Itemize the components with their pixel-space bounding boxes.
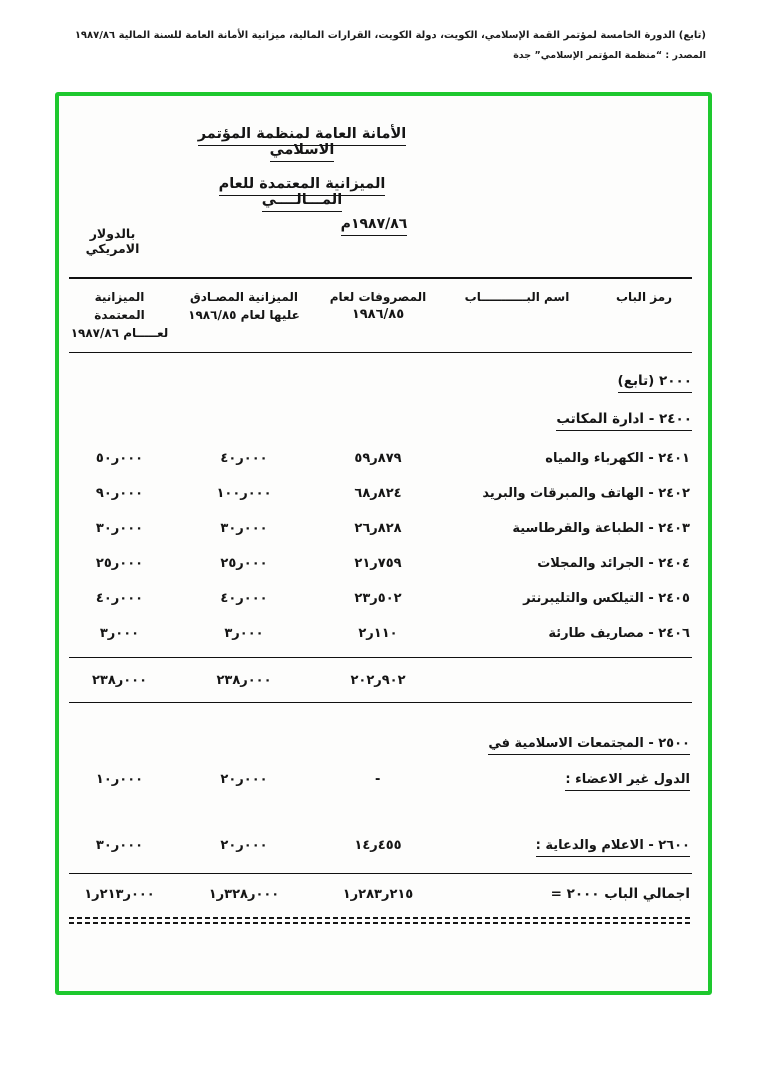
table-row-2406 — [69, 616, 692, 651]
section-2500-line1 — [69, 725, 692, 761]
table-row-2405 — [69, 581, 692, 616]
col-header-expenditures: المصروفات لعام ١٩٨٦/٨٥ — [329, 290, 427, 322]
section-2000-continued: ٢٠٠٠ (تابع) — [69, 373, 692, 395]
subtotal-approved: ٢٣٨ر٠٠٠ — [216, 672, 272, 688]
col-header-chapter-code: رمز الباب — [615, 290, 673, 304]
row-approved: ٢٥ر٠٠٠ — [220, 556, 268, 571]
row-budget: ٤٠ر٠٠٠ — [95, 591, 144, 606]
row-expenditure: ٦٨ر٨٢٤ — [354, 486, 402, 501]
budget-table — [69, 277, 692, 927]
row-expenditure: ٥٩ر٨٧٩ — [354, 451, 402, 466]
document-title-organization: الأمانة العامة لمنظمة المؤتمر الاسلامي — [187, 126, 417, 158]
row-approved: ٣٠ر٠٠٠ — [220, 521, 268, 536]
currency-note: بالدولار الامريكي — [85, 226, 140, 256]
row-approved: ١٠٠ر٠٠٠ — [216, 486, 272, 501]
grand-total-label: اجمالي الباب ٢٠٠٠ = — [550, 886, 690, 902]
grand-total-row-2000 — [69, 873, 692, 914]
row-budget: ٥٠ر٠٠٠ — [95, 451, 144, 466]
row-label: ٢٤٠١ - الكهرباء والمياه — [545, 451, 690, 466]
section-2500-line2 — [69, 761, 692, 797]
subtotal-expenditure: ٢٠٢ر٩٠٢ — [350, 672, 406, 688]
table-header-row — [69, 277, 692, 353]
subtotal-row-2400 — [69, 657, 692, 703]
source-citation-line1: (تابع) الدورة الخامسة لمؤتمر القمة الإسلامي، الكويت، دولة الكويت، القرارات المالية، ميزانية الأمانة العامة للسنة المالية ١٩٨٧/٨٦ — [74, 30, 706, 41]
table-row-2403 — [69, 511, 692, 546]
row-budget: ٣٠ر٠٠٠ — [95, 521, 144, 536]
row-expenditure: ٢٦ر٨٢٨ — [354, 521, 402, 536]
row-label: الدول غير الاعضاء : — [438, 772, 692, 787]
col-header-chapter-name: اسم البـــــــــــاب — [464, 290, 570, 304]
row-budget: ١٠ر٠٠٠ — [95, 771, 144, 787]
row-label: ٢٥٠٠ - المجتمعات الاسلامية في — [438, 736, 692, 751]
source-citation — [20, 26, 706, 65]
row-budget: ٢٥ر٠٠٠ — [95, 556, 144, 571]
grand-total-approved: ١ر٣٢٨ر٠٠٠ — [208, 886, 280, 902]
row-expenditure: ٢١ر٧٥٩ — [354, 556, 402, 571]
double-rule-bottom — [69, 922, 692, 924]
double-rule-top — [69, 917, 692, 919]
row-label: ٢٦٠٠ - الاعلام والدعاية : — [438, 838, 692, 853]
row-approved: ٤٠ر٠٠٠ — [220, 451, 268, 466]
table-row-2404 — [69, 546, 692, 581]
row-label: ٢٤٠٣ - الطباعة والقرطاسية — [512, 521, 690, 536]
col-header-approved-budget: الميزانية المصـادق عليها لعام ١٩٨٦/٨٥ — [188, 290, 300, 322]
document-title-budget: الميزانية المعتمدة للعام المـــالــــي — [187, 176, 417, 208]
row-expenditure: ١٤ر٤٥٥ — [354, 837, 402, 853]
detail-rows — [69, 441, 692, 651]
row-budget: ٩٠ر٠٠٠ — [95, 486, 144, 501]
row-label: ٢٤٠٥ - التيلكس والتليبرنتر — [523, 591, 690, 606]
row-expenditure: ٢ر١١٠ — [358, 626, 398, 641]
section-2400-office-administration: ٢٤٠٠ - ادارة المكاتب — [69, 411, 692, 433]
row-budget: ٣٠ر٠٠٠ — [95, 837, 144, 853]
subtotal-budget: ٢٣٨ر٠٠٠ — [91, 672, 148, 688]
row-label: ٢٤٠٦ - مصاريف طارئة — [548, 626, 690, 641]
grand-total-budget: ١ر٢١٣ر٠٠٠ — [84, 886, 155, 902]
row-budget: ٣ر٠٠٠ — [99, 626, 140, 641]
source-citation-line2: المصدر : “منظمة المؤتمر الإسلامي” جدة — [513, 50, 706, 61]
table-row-2401 — [69, 441, 692, 476]
scanned-document-frame — [55, 92, 712, 995]
row-approved: ٢٠ر٠٠٠ — [220, 837, 268, 853]
row-expenditure: - — [375, 771, 381, 787]
grand-total-expenditure: ١ر٢٨٣ر٢١٥ — [342, 886, 414, 902]
row-label: ٢٤٠٢ - الهاتف والمبرقات والبريد — [482, 486, 690, 501]
row-expenditure: ٢٣ر٥٠٢ — [354, 591, 402, 606]
row-approved: ٢٠ر٠٠٠ — [220, 771, 268, 787]
row-label: ٢٤٠٤ - الجرائد والمجلات — [537, 556, 690, 571]
document-title-fiscal-year: ١٩٨٧/٨٦م — [314, 216, 434, 232]
col-header-adopted-budget: الميزانية المعتمدة لعـــــام ١٩٨٧/٨٦ — [70, 290, 169, 340]
table-row-2402 — [69, 476, 692, 511]
section-2600-row — [69, 827, 692, 863]
row-approved: ٤٠ر٠٠٠ — [220, 591, 268, 606]
double-rule — [69, 917, 692, 924]
row-approved: ٣ر٠٠٠ — [224, 626, 264, 641]
